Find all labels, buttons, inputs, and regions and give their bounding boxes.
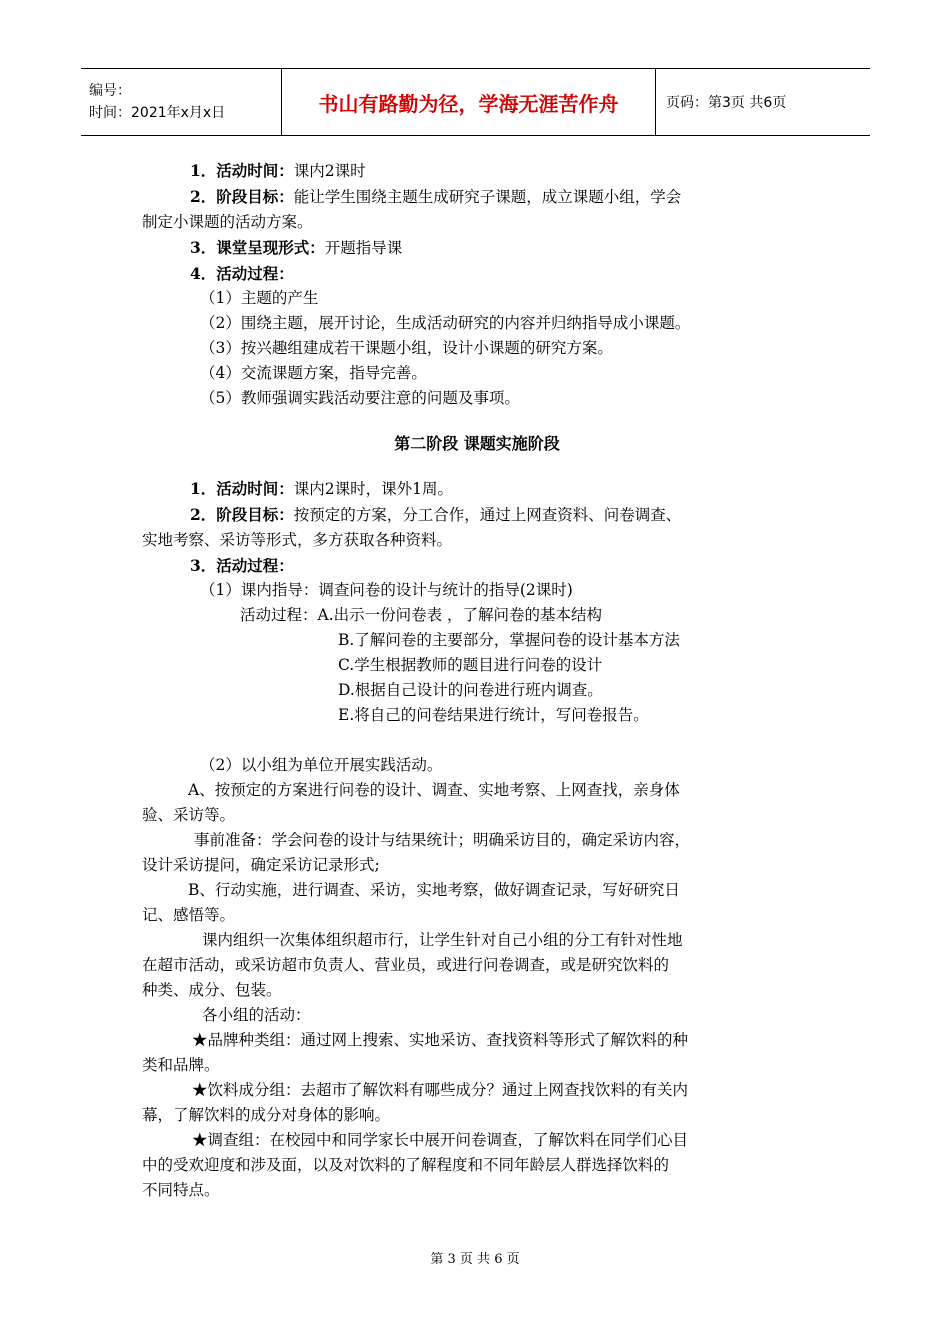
- stage2-sub2: （2）以小组为单位开展实践活动。: [200, 756, 443, 774]
- stage2-proc-e: E.将自己的问卷结果进行统计，写问卷报告。: [338, 706, 649, 724]
- header-motto: [281, 69, 656, 135]
- stage2-process-label: 3．活动过程：: [190, 556, 294, 575]
- group-brand-line2: 类和品牌。: [142, 1056, 220, 1074]
- stage1-step: （2）围绕主题，展开讨论，生成活动研究的内容并归纳指导成小课题。: [200, 314, 691, 332]
- stage2-groups-title: 各小组的活动：: [202, 1006, 311, 1024]
- stage2-a-line2: 验、采访等。: [142, 806, 236, 824]
- stage2-proc-d: D.根据自己设计的问卷进行班内调查。: [338, 681, 603, 699]
- page-header: [81, 68, 870, 136]
- stage1-step: （3）按兴趣组建成若干课题小组，设计小课题的研究方案。: [200, 339, 613, 357]
- stage1-process-label: 4．活动过程：: [190, 264, 294, 283]
- stage1-time: 1．活动时间：课内2课时: [190, 161, 366, 180]
- stage2-prep-line2: 设计采访提问，确定采访记录形式;: [142, 856, 380, 874]
- stage1-goal: 2．阶段目标：能让学生围绕主题生成研究子课题，成立课题小组，学会: [190, 187, 682, 206]
- stage2-org-line3: 种类、成分、包装。: [142, 981, 282, 999]
- stage1-step: （4）交流课题方案，指导完善。: [200, 364, 427, 382]
- stage2-proc-c: C.学生根据教师的题目进行问卷的设计: [338, 656, 603, 674]
- footer-page-number: 第 3 页 共 6 页: [430, 1252, 520, 1267]
- header-page-info: [656, 69, 870, 135]
- group-survey-line2: 中的受欢迎度和涉及面，以及对饮料的了解程度和不同年龄层人群选择饮料的: [142, 1156, 670, 1174]
- group-ingredient-line1: ★饮料成分组：去超市了解饮料有哪些成分？通过上网查找饮料的有关内: [192, 1081, 689, 1099]
- stage1-step: （5）教师强调实践活动要注意的问题及事项。: [200, 389, 520, 407]
- group-ingredient-line2: 幕，了解饮料的成分对身体的影响。: [142, 1106, 391, 1124]
- group-survey-line1: ★调查组：在校园中和同学家长中展开问卷调查，了解饮料在同学们心目: [192, 1131, 689, 1149]
- stage2-b-line2: 记、感悟等。: [142, 906, 236, 924]
- page-footer: [0, 1248, 950, 1267]
- stage1-goal-cont: 制定小课题的活动方案。: [142, 213, 313, 231]
- stage2-org-line1: 课内组织一次集体组织超市行，让学生针对自己小组的分工有针对性地: [202, 931, 683, 949]
- document-body: [142, 158, 812, 1203]
- stage2-org-line2: 在超市活动，或采访超市负责人、营业员，或进行问卷调查，或是研究饮料的: [142, 956, 670, 974]
- stage2-proc-a: 活动过程：A.出示一份问卷表 ，了解问卷的基本结构: [240, 606, 603, 624]
- stage1-step: （1）主题的产生: [200, 289, 319, 307]
- spacer: [142, 728, 812, 753]
- stage2-sub1: （1）课内指导：调查问卷的设计与统计的指导(2课时): [200, 581, 573, 599]
- group-survey-line3: 不同特点。: [142, 1181, 220, 1199]
- stage2-a-line1: A、按预定的方案进行问卷的设计、调查、实地考察、上网查找，亲身体: [188, 781, 680, 799]
- header-time: 时间：2021年x月x日: [89, 105, 226, 121]
- header-code: 编号：: [89, 83, 131, 99]
- stage1-form: 3．课堂呈现形式：开题指导课: [190, 238, 403, 257]
- stage2-goal-cont: 实地考察、采访等形式，多方获取各种资料。: [142, 531, 453, 549]
- stage2-goal: 2．阶段目标：按预定的方案，分工合作，通过上网查资料、问卷调查、: [190, 505, 682, 524]
- motto-text: 书山有路勤为径，学海无涯苦作舟: [318, 91, 619, 116]
- stage2-title: 第二阶段 课题实施阶段: [394, 434, 560, 453]
- stage2-prep-line1: 事前准备：学会问卷的设计与结果统计；明确采访目的，确定采访内容，: [194, 831, 691, 849]
- stage2-proc-b: B.了解问卷的主要部分，掌握问卷的设计基本方法: [338, 631, 680, 649]
- stage2-time: 1．活动时间：课内2课时，课外1周。: [190, 479, 454, 498]
- header-meta: [81, 69, 281, 135]
- stage2-b-line1: B、行动实施，进行调查、采访，实地考察，做好调查记录，写好研究日: [188, 881, 680, 899]
- page-info-text: 页码：第3页 共6页: [666, 95, 787, 111]
- group-brand-line1: ★品牌种类组：通过网上搜索、实地采访、查找资料等形式了解饮料的种: [192, 1031, 689, 1049]
